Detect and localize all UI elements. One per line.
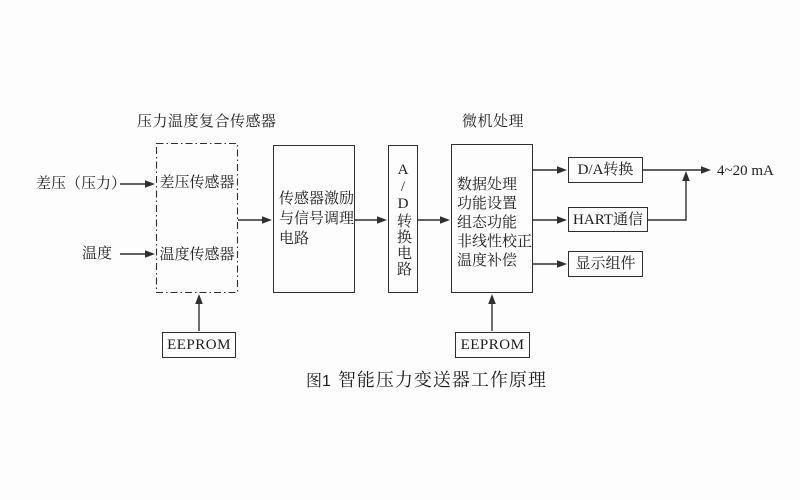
arrowhead-mcu-to-hart bbox=[557, 216, 567, 224]
figure-caption-number: 图1 bbox=[306, 373, 331, 390]
block-temp-sensor: 温度传感器 bbox=[159, 247, 235, 263]
arrowhead-eeprom-to-mcu bbox=[488, 294, 496, 304]
block-adc bbox=[388, 145, 418, 293]
block-eeprom-sensor bbox=[162, 332, 236, 358]
block-excitation-line2: 与信号调理 bbox=[279, 211, 355, 227]
figure-caption-text: 智能压力变送器工作原理 bbox=[337, 370, 547, 390]
arrowhead-dac-to-output bbox=[701, 166, 711, 174]
block-mcu-line2: 功能设置 bbox=[457, 196, 518, 212]
block-eeprom-sensor-label: EEPROM bbox=[167, 337, 231, 353]
block-hart bbox=[568, 207, 648, 232]
block-dac-label: D/A转换 bbox=[577, 162, 634, 178]
block-eeprom-mcu-label: EEPROM bbox=[460, 337, 525, 353]
input-temp-label: 温度 bbox=[82, 246, 113, 262]
output-current-label: 4~20 mA bbox=[717, 163, 774, 179]
block-hart-label: HART通信 bbox=[573, 211, 643, 228]
arrowhead-adc-to-mcu bbox=[440, 216, 450, 224]
sensor-group-box bbox=[157, 144, 238, 293]
line-hart-to-output bbox=[648, 176, 686, 220]
block-display bbox=[568, 251, 643, 277]
arrowhead-mcu-to-dac bbox=[557, 166, 567, 174]
sensor-group-label: 压力温度复合传感器 bbox=[137, 114, 277, 130]
block-display-label: 显示组件 bbox=[575, 256, 636, 272]
arrowhead-dp-input bbox=[145, 180, 155, 188]
arrowhead-eeprom-to-sensors bbox=[195, 294, 203, 304]
block-mcu-line3: 组态功能 bbox=[457, 215, 518, 231]
block-adc-label: A/D转换电路 bbox=[395, 161, 411, 277]
arrowhead-hart-to-output bbox=[682, 171, 690, 181]
block-eeprom-mcu bbox=[455, 332, 530, 358]
arrowhead-sensors-to-excitation bbox=[262, 216, 272, 224]
block-mcu bbox=[451, 144, 533, 293]
block-mcu-line1: 数据处理 bbox=[457, 177, 518, 193]
figure-caption bbox=[306, 366, 547, 392]
block-mcu-line5: 温度补偿 bbox=[457, 253, 518, 269]
mcu-group-label: 微机处理 bbox=[462, 114, 525, 130]
block-dp-sensor: 差压传感器 bbox=[159, 175, 235, 191]
block-excitation bbox=[273, 145, 355, 293]
arrowhead-temp-input bbox=[145, 250, 155, 258]
arrowhead-excitation-to-adc bbox=[377, 216, 387, 224]
arrowhead-mcu-to-display bbox=[557, 260, 567, 268]
block-dac bbox=[568, 157, 643, 183]
input-dp-label: 差压（压力） bbox=[36, 176, 127, 192]
block-mcu-line4: 非线性校正 bbox=[457, 234, 533, 250]
block-excitation-line1: 传感器激励 bbox=[279, 191, 355, 207]
block-excitation-line3: 电路 bbox=[279, 231, 310, 247]
